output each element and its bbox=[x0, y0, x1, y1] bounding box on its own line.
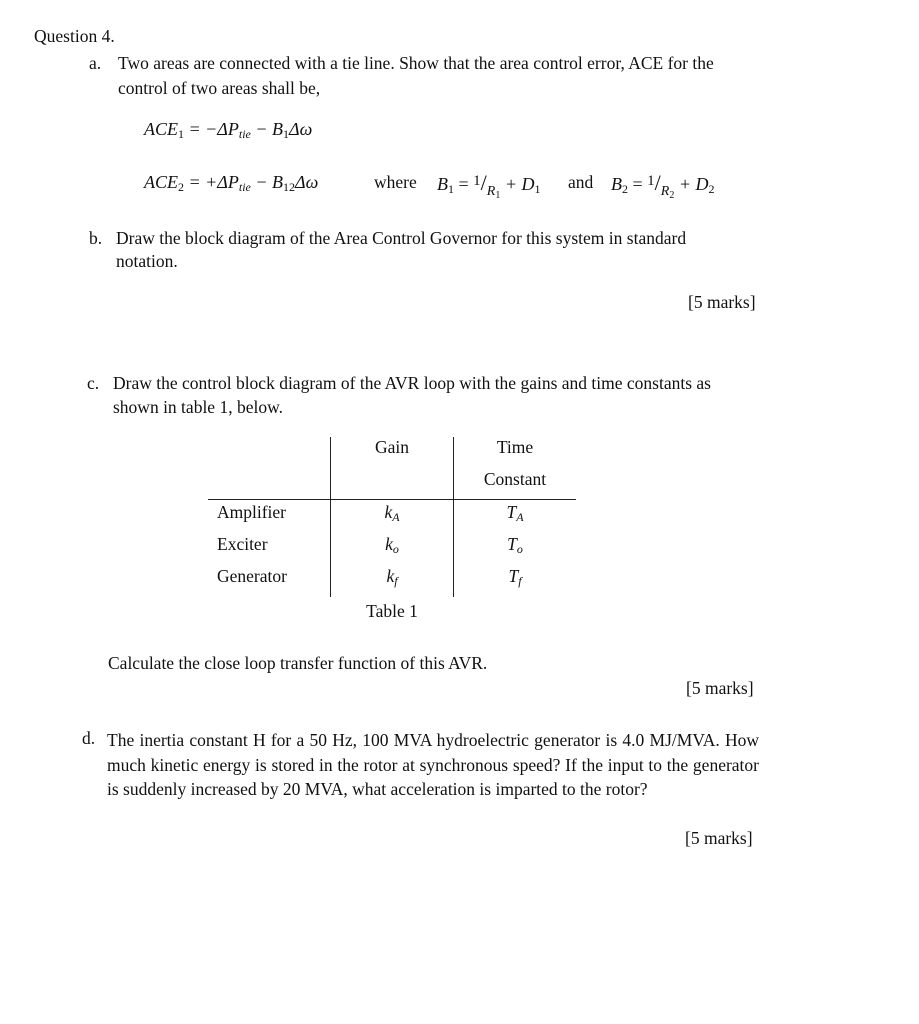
b1-eq: = bbox=[454, 174, 474, 194]
part-d-marks: [5 marks] bbox=[685, 828, 753, 848]
b1-den-sub: 1 bbox=[495, 190, 501, 201]
gain-generator bbox=[331, 566, 453, 587]
eq2-rhs-sub2: 12 bbox=[283, 180, 296, 194]
equation-b1 bbox=[437, 170, 541, 201]
b2-d-sub: 2 bbox=[708, 182, 715, 196]
b2-den: R bbox=[660, 184, 670, 199]
b2-slash: / bbox=[654, 170, 661, 195]
eq2-lhs: ACE bbox=[144, 172, 178, 192]
b1-lhs: B bbox=[437, 174, 448, 194]
row-label-amplifier: Amplifier bbox=[217, 502, 287, 522]
eq2-rhs-p3: Δω bbox=[295, 172, 319, 192]
time-amplifier-symbol: T bbox=[506, 502, 517, 522]
header-gain: Gain bbox=[374, 437, 410, 457]
time-generator bbox=[454, 566, 576, 587]
part-b-text-line2: notation. bbox=[116, 251, 178, 271]
part-b-text-line1: Draw the block diagram of the Area Control Governor for this system in standard bbox=[116, 228, 687, 248]
and-word: and bbox=[568, 172, 594, 192]
b2-num: 1 bbox=[647, 173, 655, 189]
eq2-rhs-p2: − B bbox=[250, 172, 284, 192]
equation-b2 bbox=[611, 170, 715, 201]
b1-plus: + D bbox=[500, 174, 535, 194]
row-label-exciter: Exciter bbox=[217, 534, 268, 554]
row-label-generator: Generator bbox=[217, 566, 287, 586]
eq2-rhs-sub1: tie bbox=[238, 180, 251, 194]
time-exciter-symbol: T bbox=[507, 534, 517, 554]
gain-amplifier-symbol: k bbox=[384, 502, 393, 522]
part-d-label: d. bbox=[82, 728, 96, 748]
eq1-rhs-p3: Δω bbox=[289, 119, 313, 139]
part-a-text-line2: control of two areas shall be, bbox=[118, 78, 321, 98]
gain-exciter-sub: o bbox=[392, 542, 399, 556]
b1-slash: / bbox=[480, 170, 487, 195]
part-c-text-line1: Draw the control block diagram of the AVR loop with the gains and time constants as bbox=[113, 373, 711, 393]
b2-eq: = bbox=[628, 174, 648, 194]
question-title: Question 4. bbox=[34, 26, 115, 46]
eq2-lhs-sub: 2 bbox=[178, 180, 184, 194]
eq1-rhs-sub1: tie bbox=[238, 127, 251, 141]
part-a-text-line1: Two areas are connected with a tie line. Show that the area control error, ACE for the bbox=[118, 53, 714, 73]
time-generator-sub: f bbox=[518, 574, 522, 588]
part-b-marks: [5 marks] bbox=[688, 292, 756, 312]
header-time-1: Time bbox=[496, 437, 534, 457]
time-generator-symbol: T bbox=[508, 566, 519, 586]
part-a-label: a. bbox=[89, 53, 102, 73]
b2-den-sub: 2 bbox=[669, 190, 675, 201]
gain-generator-sub: f bbox=[394, 574, 398, 588]
b1-lhs-sub: 1 bbox=[448, 182, 454, 196]
time-exciter bbox=[454, 534, 576, 555]
eq1-lhs: ACE bbox=[144, 119, 178, 139]
eq1-rhs-p2: − B bbox=[250, 119, 284, 139]
eq1-rhs-sub2: 1 bbox=[283, 127, 290, 141]
equation-ace2 bbox=[144, 172, 318, 193]
gain-amplifier-sub: A bbox=[392, 510, 400, 524]
header-time-2: Constant bbox=[483, 469, 547, 489]
time-amplifier-sub: A bbox=[516, 510, 524, 524]
part-c-calc: Calculate the close loop transfer function of this AVR. bbox=[108, 653, 488, 673]
eq1-lhs-sub: 1 bbox=[178, 127, 184, 141]
part-c-marks: [5 marks] bbox=[686, 678, 754, 698]
part-b-label: b. bbox=[89, 228, 103, 248]
b1-num: 1 bbox=[473, 173, 481, 189]
gain-exciter bbox=[331, 534, 453, 555]
b2-lhs: B bbox=[611, 174, 622, 194]
eq1-rhs-p1: = −ΔP bbox=[184, 119, 239, 139]
table-header-rule bbox=[208, 499, 576, 500]
part-d-text: The inertia constant H for a 50 Hz, 100 MVA hydroelectric generator is 4.0 MJ/MVA. How much kinetic energy is stored in the rotor at synchronous speed? If the input to the generator is suddenly increased by 20 MVA, what acceleration is imparted to the rotor? bbox=[107, 730, 759, 799]
b1-d-sub: 1 bbox=[534, 182, 541, 196]
eq2-rhs-p1: = +ΔP bbox=[184, 172, 239, 192]
where-word: where bbox=[374, 172, 417, 192]
b2-lhs-sub: 2 bbox=[622, 182, 628, 196]
gain-generator-symbol: k bbox=[386, 566, 395, 586]
table-caption: Table 1 bbox=[366, 601, 418, 621]
equation-ace1 bbox=[144, 119, 312, 140]
b2-plus: + D bbox=[674, 174, 709, 194]
time-amplifier bbox=[454, 502, 576, 523]
gain-amplifier bbox=[331, 502, 453, 523]
part-c-text-line2: shown in table 1, below. bbox=[113, 397, 283, 417]
time-exciter-sub: o bbox=[516, 542, 523, 556]
b1-den: R bbox=[486, 184, 496, 199]
part-c-label: c. bbox=[87, 373, 100, 393]
gain-exciter-symbol: k bbox=[385, 534, 393, 554]
